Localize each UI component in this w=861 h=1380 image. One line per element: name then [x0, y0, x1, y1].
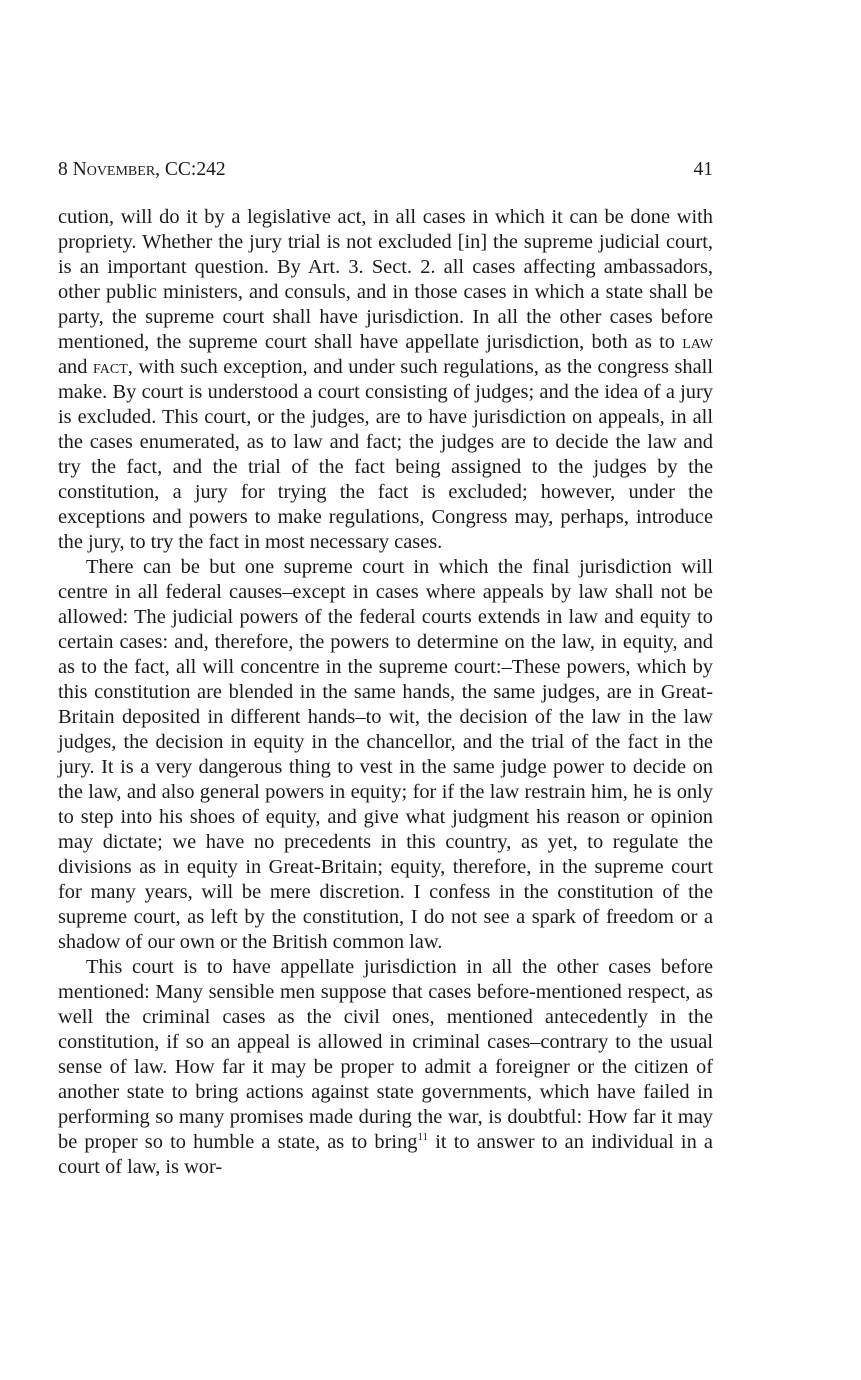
running-head: [58, 155, 713, 185]
paragraph-3-part-2: it to answer to an individual in a court of law, is wor-: [58, 1131, 713, 1178]
paragraph-1-part-3: , with such exception, and under such regulations, as the congress shall make. By court is understood a court consisting of judges; and the idea of a jury is excluded. This court, or the judges, are to have jurisdiction on appeals, in all the cases enumerated, as to law and fact; the judges are to decide the law and try the fact, and the trial of the fact being assigned to the judges by the constitution, a jury for trying the fact is excluded; however, under the exceptions and powers to make regulations, Congress may, perhaps, introduce the jury, to try the fact in most necessary cases.: [58, 356, 713, 553]
running-head-document-id: , CC:242: [155, 159, 226, 180]
running-head-date-number: 8: [58, 159, 73, 180]
paragraph-1-part-2: and: [58, 356, 94, 378]
footnote-reference: 11: [417, 1131, 429, 1144]
paragraph-2: There can be but one supreme court in which the final jurisdiction will centre in all federal causes–except in cases where appeals by law shall not be allowed: The judicial powers of the federal courts extends in law and equity to certain cases: and, therefore, the powers to determine on the law, in equity, and as to the fact, all will concentre in the supreme court:–These powers, which by this constitution are blended in the same hands, the same judges, are in Great-Britain deposited in different hands–to wit, the decision of the law in the law judges, the decision in equity in the chancellor, and the trial of the fact in the jury. It is a very dangerous thing to vest in the same judge power to decide on the law, and also general powers in equity; for if the law restrain him, he is only to step into his shoes of equity, and give what judgment his reason or opinion may dictate; we have no precedents in this country, as yet, to regulate the divisions as in equity in Great-Britain; equity, therefore, in the supreme court for many years, will be mere discretion. I confess in the constitution of the supreme court, as left by the constitution, I do not see a spark of freedom or a shadow of our own or the British common law.: [58, 556, 713, 953]
small-caps-law: law: [682, 331, 713, 353]
page-number: 41: [693, 159, 713, 180]
body-text: [58, 205, 713, 1180]
paragraph-1-part-1: cution, will do it by a legislative act, in all cases in which it can be done with propriety. Whether the jury trial is not excluded [in] the supreme judicial court, is an important question. By Art. 3. Sect. 2. all cases affecting ambassadors, other public ministers, and consuls, and in those cases in which a state shall be party, the supreme court shall have jurisdiction. In all the other cases before mentioned, the supreme court shall have appellate jurisdiction, both as to: [58, 206, 713, 353]
running-head-month: November: [72, 159, 156, 180]
paragraph-3-part-1: This court is to have appellate jurisdiction in all the other cases before mentioned: Many sensible men suppose that cases before-mentioned respect, as well the criminal cases as the civil ones, mentioned antecedently in the constitution, if so an appeal is allowed in criminal cases–contrary to the usual sense of law. How far it may be proper to admit a foreigner or the citizen of another state to bring actions against state governments, which have failed in performing so many promises made during the war, is doubtful: How far it may be proper so to humble a state, as to bring: [58, 956, 713, 1153]
paragraph-1: [58, 205, 713, 555]
small-caps-fact: fact: [93, 356, 128, 378]
document-page: [58, 0, 713, 1380]
running-head-left: [58, 155, 226, 185]
paragraph-3: [58, 955, 713, 1180]
